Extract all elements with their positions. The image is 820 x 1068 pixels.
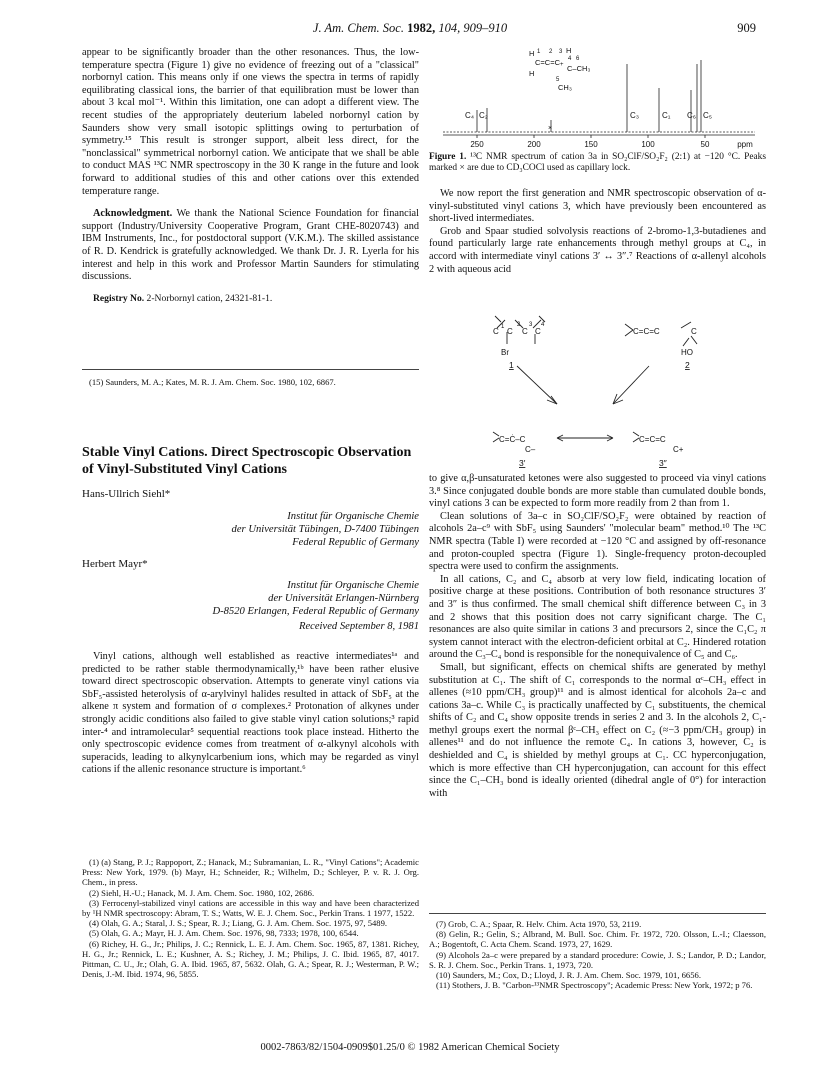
intro-paragraph: Vinyl cations, although well established as reactive intermediates¹ᵃ and predicted to be rather stable thermodynamically,¹ᵇ have been rather elusive toward direct spectroscopic observation. Attempts to generate vinyl cations via SbF₅-assisted heterolysis of α-arylvinyl halides resulted in attack of SbF₅ at the alkene π system and formation of σ complexes.² Protonation of alkynes under strongly acidic conditions also failed to give stable vinyl cation solutions;³ rapid inter-⁴ and intramolecular⁵ sequential reactions took place instead. Hitherto the only spectroscopic evidence comes from treatment of α-alkynyl alcohols with superacids, leading to alkynylcarbenium ions, which may be regarded as vinyl cations if the allenic resonance structure is important.⁶ — [82, 651, 419, 776]
reference-15 — [82, 377, 419, 387]
peak-label: C₃ — [630, 111, 640, 120]
scheme-label: C+ — [673, 445, 684, 454]
reaction-scheme — [429, 306, 766, 472]
scheme-label: 3 — [529, 322, 533, 328]
registry — [82, 293, 419, 306]
scheme-label: C– — [525, 445, 536, 454]
affiliation-line: der Universität Erlangen-Nürnberg — [268, 593, 419, 605]
figure-1-spectrum — [429, 44, 766, 150]
body-paragraph: to give α,β-unsaturated ketones were also suggested to proceed via vinyl cations 3.⁸ Since conjugated double bonds are more stable than cumulated double bonds, vinyl cations 3 can be expected to form more readily from 2 than from 1. — [429, 473, 766, 510]
axis-tick: 200 — [527, 140, 541, 149]
reference-item: (1) (a) Stang, P. J.; Rappoport, Z.; Hanack, M.; Subramanian, L. R., "Vinyl Cations"; Academic Press: New York, 1979. (b) Mayr, H.; Schneider, R.; Wilhelm, D.; Schleyer, P. v. R. J. Org. Chem., in press. — [82, 857, 419, 888]
journal-pages: 909–910 — [463, 21, 508, 35]
affiliation-2 — [82, 579, 419, 633]
reference-item: (15) Saunders, M. A.; Kates, M. R. J. Am. Chem. Soc. 1980, 102, 6867. — [89, 377, 336, 387]
affiliation-line: Federal Republic of Germany — [292, 536, 419, 548]
divider — [429, 913, 766, 914]
reference-item: (8) Gelin, R.; Gelin, S.; Albrand, M. Bull. Soc. Chim. Fr. 1972, 720. Olsson, L.-I.; Claesson, A.; Bogentoft, C. Acta Chem. Scand. 1973, 27, 1629. — [429, 929, 766, 950]
body-paragraph: Clean solutions of 3a–c in SO₂ClF/SO₂F₂ were obtained by reaction of alcohols 2a–c⁹ with SbF₅ using Saunders' "molecular beam" method.¹⁰ The ¹³C NMR spectra (Table I) were recorded at −120 °C and assigned by off-resonance and proton-coupled spectra (Figure 1). Single-frequency proton-decoupled spectra were used to confirm the assignments. — [429, 510, 766, 573]
svg-text:C: C — [522, 327, 528, 336]
axis-tick: 250 — [470, 140, 484, 149]
reference-item: (9) Alcohols 2a–c were prepared by a standard procedure: Cowie, J. S.; Landor, P. D.; Landor, S. R. J. Chem. Soc., Perkin Trans. 1, 1973, 720. — [429, 949, 766, 970]
ack-body: We thank the National Science Foundation for financial support (Industry/University Cooperative Program, Grant CHE-8020743) and IBM Instruments, Inc., for postdoctoral support (V.K.M.). The skilled assistance of R. D. Kendrick is gratefully acknowledged. We thank Dr. J. R. Lyerla for his interest and help in this work and Professor Martin Saunders for stimulating discussions. — [82, 208, 419, 283]
scheme-label: 4 — [541, 322, 545, 328]
article-intro — [82, 651, 419, 777]
axis-tick: 100 — [641, 140, 655, 149]
journal-year: 1982, — [407, 21, 436, 35]
divider — [82, 369, 419, 370]
svg-text:C: C — [507, 327, 513, 336]
peak-label: C₆ — [687, 111, 697, 120]
article-header — [82, 444, 419, 633]
body-paragraph: We now report the first generation and NMR spectroscopic observation of α-vinyl-substituted vinyl cations 3, which have previously been encountered as short-lived intermediates. — [429, 188, 766, 225]
article-title: Stable Vinyl Cations. Direct Spectroscopic Observation of Vinyl-Substituted Vinyl Cations — [82, 445, 412, 477]
peak-label: C₄ — [465, 111, 475, 120]
registry-heading: Registry No. — [93, 292, 145, 304]
struct-label: 4 — [568, 56, 572, 62]
affiliation-line: Institut für Organische Chemie — [287, 580, 419, 592]
struct-label: 6 — [576, 56, 580, 62]
affiliation-line: der Universität Tübingen, D-7400 Tübingen — [231, 523, 419, 535]
compound-number: 2 — [685, 360, 690, 370]
figure-1-caption — [429, 152, 766, 175]
registry-body: 2-Norbornyl cation, 24321-81-1. — [144, 292, 273, 304]
reference-item: (10) Saunders, M.; Cox, D.; Lloyd, J. R. J. Am. Chem. Soc. 1979, 101, 6656. — [436, 970, 701, 981]
reference-item: (3) Ferrocenyl-stabilized vinyl cations are accessible in this way and have been characterized by ¹H NMR spectroscopy: Abram, T. S.; Watts, W. E. J. Chem. Soc., Perkin Trans. 1 1977, 1522. — [82, 897, 419, 919]
peak-label: C₅ — [703, 111, 712, 120]
scheme-label: C=C=C — [639, 435, 666, 444]
struct-label: 2 — [549, 49, 553, 55]
left-references — [82, 857, 419, 979]
body-paragraph: In all cations, C₂ and C₄ absorb at very low field, indicating location of positive charge at these positions. Contribution of both resonance structures 3′ and 3″ is thus confirmed. The small chemical shift difference between C₃ in 3 and 2 shows that this position does not carry significant charge. The C₁ resonances are also quite similar in cations 3 and precursors 2, since the C₁C₂ π system cannot interact with the electron-deficient orbital at C₂. Hindered rotation around the C₃–C₄ bond is responsible for the nonequivalence of C₅ and C₆. — [429, 573, 766, 661]
body-paragraph: Small, but significant, effects on chemical shifts are generated by methyl substitution at C₁. The shift of C₁ corresponds to the normal αᶜ–CH₃ effect in allenes (≈10 ppm/CH₃ group)¹¹ and is almost identical for alcohols 2a–c and cations 3a–c. While C₃ is practically unaffected by C₁ substituents, the chemical shifts of C₂ and C₄ show opposite trends in series 2 and 3. In the alcohols 2, C₁-methyl groups exert the normal βᶜ–CH₃ effect on C₂ (≈−3 ppm/CH₃ group) in allenes¹¹ and do not influence the remote C₄. In cations 3, however, C₂ is deshielded and C₄ is shielded by methyl groups at C₁. CC hyperconjugation, which is more effective than CH hyperconjugation, can account for this effect since the C₁–CH₃ bond is ideally oriented (dihedral angle of 0°) for interaction with — [429, 661, 766, 799]
running-header — [0, 21, 820, 36]
scheme-label: C=Ċ–C — [499, 435, 526, 444]
struct-label: H — [566, 46, 572, 55]
struct-label: H — [529, 69, 535, 78]
struct-label: 3 — [559, 49, 563, 55]
struct-label: 1 — [537, 49, 541, 55]
peak-label: C₂ — [479, 111, 488, 120]
affiliation-1 — [82, 510, 419, 549]
svg-text:×: × — [548, 125, 553, 132]
peak-label: C₁ — [662, 111, 671, 120]
page-number: 909 — [737, 21, 756, 35]
reference-item: (11) Stothers, J. B. "Carbon-¹³NMR Spectroscopy"; Academic Press: New York, 1972; p 76. — [436, 980, 753, 991]
journal-volume: 104, — [438, 21, 461, 35]
caption-body: ¹³C NMR spectrum of cation 3a in SO₂ClF/SO₂F₂ (2:1) at −120 °C. Peaks marked × are due to CD₃COCl used as capillary lock. — [429, 152, 766, 174]
reference-item: (4) Olah, G. A.; Staral, J. S.; Spear, R. J.; Liang, G. J. Am. Chem. Soc. 1975, 97, 5489. — [89, 918, 388, 929]
body-paragraph: Grob and Spaar studied solvolysis reactions of 2-bromo-1,3-butadienes and found particularly large rate enhancements through methyl groups at C₄, in accord with intermediate vinyl cations 3′ ↔ 3″.⁷ Reactions of α-allenyl alcohols 2 with aqueous acid — [429, 225, 766, 275]
struct-label: C–CH₃ — [567, 64, 591, 73]
axis-tick: 50 — [700, 140, 710, 149]
right-column-top — [429, 188, 766, 276]
caption-heading: Figure 1. — [429, 152, 467, 162]
axis-unit: ppm — [737, 140, 753, 149]
continued-paragraph: appear to be significantly broader than the other resonances. Thus, the low-temperature spectra (Figure 1) give no evidence of freezing out of a "classical" norbornyl cation. This means only if one views the spectra in terms of rapidly equilibrating classical ions, the barrier of that equilibration must be lower than about 3 kcal mol⁻¹. Within this limitation, one can adopt a different view. The recent studies of the appropriately deuterium labeled norbornyl cation by Saunders show very small isotopic splittings owing to perturbation of symmetry.¹⁵ This result is stronger support, albeit less direct, for the "nonclassical" symmetrical norbornyl cation. We anticipate that we shall be able to conduct MAS ¹³C NMR spectroscopy in the 30 K range in the future and look forward to additional studies of this and other cations over this extended temperature range. — [82, 47, 419, 197]
reference-item: (2) Siehl, H.-U.; Hanack, M. J. Am. Chem. Soc. 1980, 102, 2686. — [89, 887, 315, 898]
struct-label: C=C=C — [535, 58, 561, 67]
scheme-label: 1 — [501, 324, 505, 330]
right-references — [429, 919, 766, 990]
struct-label: 5 — [556, 77, 560, 83]
struct-label: CH₃ — [558, 83, 572, 92]
struct-label: + — [560, 62, 564, 68]
acknowledgment — [82, 208, 419, 284]
compound-number: 1 — [509, 360, 514, 370]
scheme-label: Br — [501, 348, 509, 357]
author-1: Hans-Ullrich Siehl* — [82, 488, 171, 500]
received-date: Received September 8, 1981 — [298, 621, 419, 633]
svg-text:C: C — [535, 327, 541, 336]
reference-item: (7) Grob, C. A.; Spaar, R. Helv. Chim. Acta 1970, 53, 2119. — [436, 919, 642, 929]
compound-number: 3′ — [519, 458, 526, 468]
copyright-line: 0002-7863/82/1504-0909$01.25/0 © 1982 American Chemical Society — [260, 1042, 560, 1053]
affiliation-line: D-8520 Erlangen, Federal Republic of Germany — [212, 606, 419, 618]
scheme-label: C=C=C — [633, 327, 660, 336]
svg-text:C: C — [493, 327, 499, 336]
journal-name: J. Am. Chem. Soc. — [312, 21, 404, 35]
scheme-label: HO — [681, 348, 693, 357]
compound-number: 3″ — [659, 458, 667, 468]
left-column-top — [82, 47, 419, 305]
svg-text:C: C — [691, 327, 697, 336]
author-2: Herbert Mayr* — [82, 557, 148, 570]
axis-tick: 150 — [584, 140, 598, 149]
affiliation-line: Institut für Organische Chemie — [287, 510, 419, 522]
reference-item: (5) Olah, G. A.; Mayr, H. J. Am. Chem. Soc. 1976, 98, 7333; 1978, 100, 6544. — [89, 928, 359, 939]
scheme-label: 2 — [517, 322, 521, 328]
reference-item: (6) Richey, H. G., Jr.; Philips, J. C.; Rennick, L. E. J. Am. Chem. Soc. 1965, 87, 1381. Richey, H. G., Jr.; Rennick, L. E.; Kushner, A. S.; Richey, J. M.; Philips, J. C. Ibid. 1965, 87, 4017. Pittman, C. U., Jr.; Olah, G. A. Ibid. 1965, 87, 5632. Olah, G. A.; Spear, R. J.; Westerman, P. W.; Denis, J.-M. Ibid. 1974, 96, 5855. — [82, 938, 419, 980]
ack-heading: Acknowledgment. — [93, 208, 173, 220]
struct-label: H — [529, 49, 535, 58]
right-column-body — [429, 473, 766, 800]
